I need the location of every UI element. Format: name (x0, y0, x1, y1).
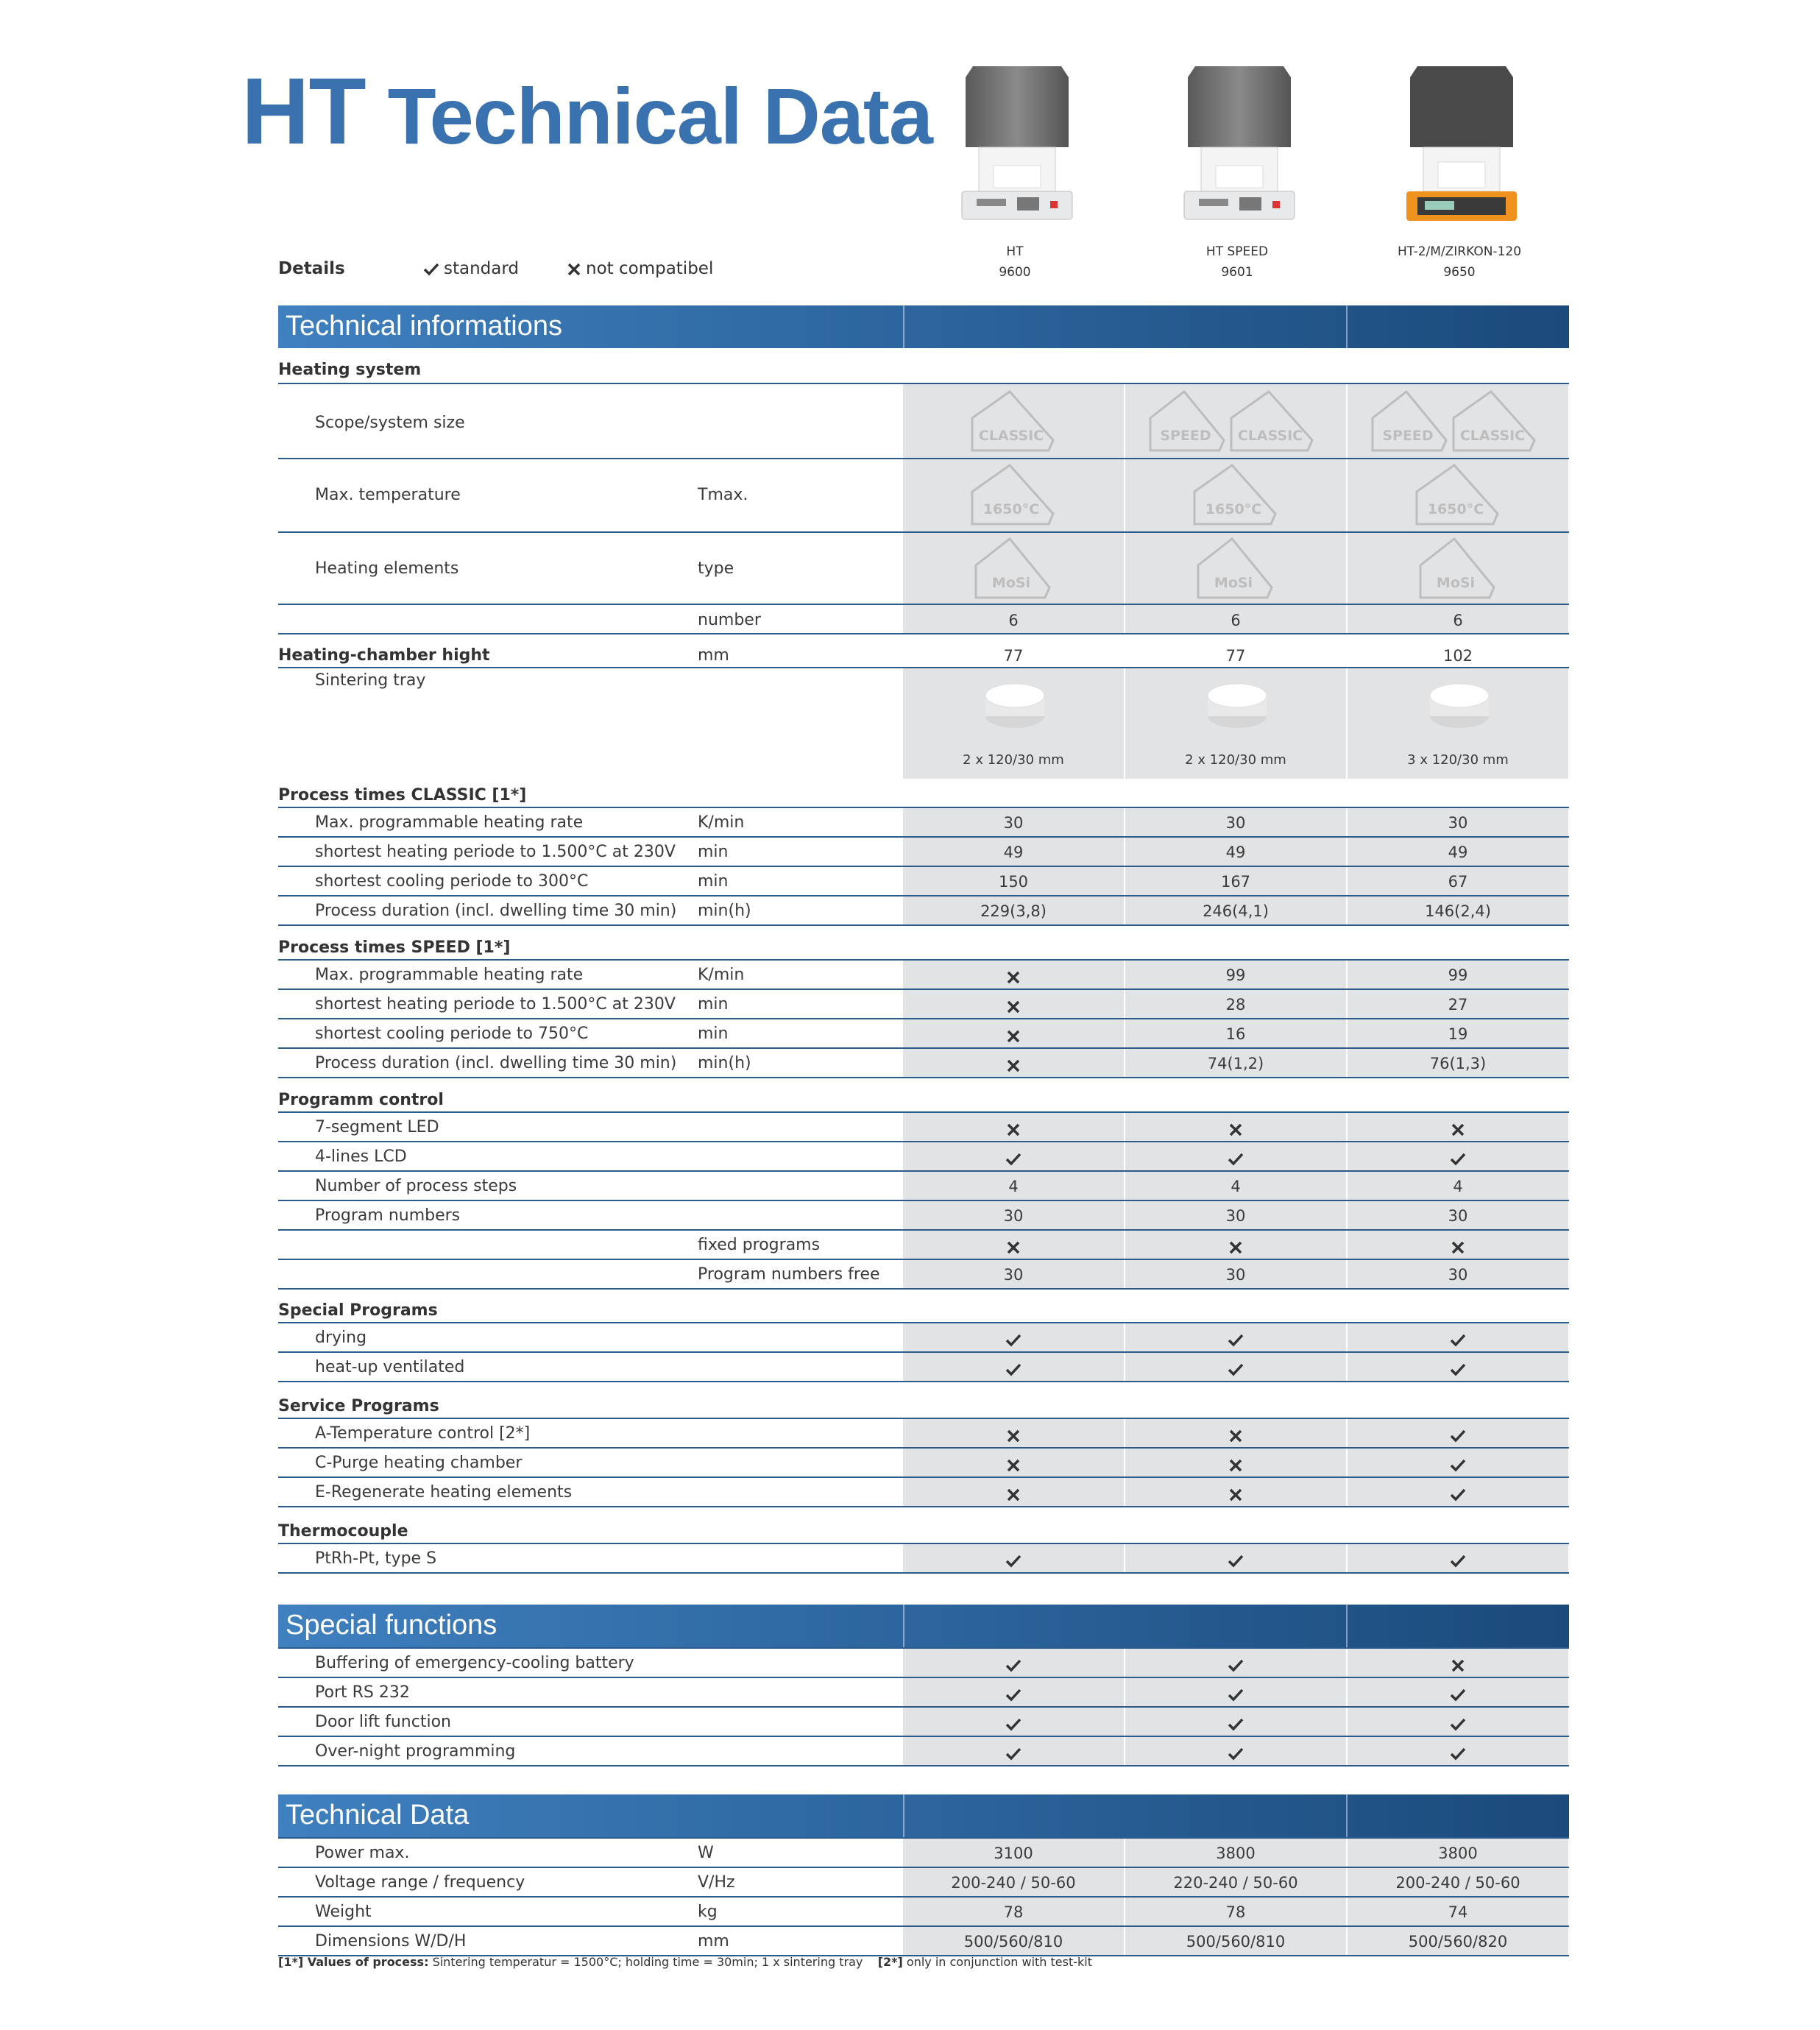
row-divider (278, 959, 1569, 961)
badge-mosi (973, 536, 1054, 605)
row-label: shortest heating periode to 1.500°C at 230V (315, 843, 676, 861)
cross-icon (1451, 1658, 1465, 1673)
row-divider (278, 1706, 1569, 1708)
standard-cell (1348, 1717, 1568, 1736)
svg-text:MoSi: MoSi (991, 575, 1031, 591)
badge-speed (1370, 389, 1451, 458)
row-unit: W (698, 1844, 714, 1862)
not-compatible-cell (903, 1429, 1124, 1448)
cross-icon (1006, 1240, 1021, 1255)
value-cell: 27 (1448, 996, 1468, 1014)
svg-text:1650°C: 1650°C (1427, 501, 1484, 517)
row-label: Max. programmable heating rate (315, 966, 584, 984)
row-label: Port RS 232 (315, 1683, 410, 1702)
standard-cell (1348, 1747, 1568, 1766)
check-icon (1450, 1488, 1466, 1502)
not-compatible-cell (1348, 1122, 1568, 1142)
standard-cell (903, 1333, 1124, 1352)
value-cell: 78 (1003, 1903, 1024, 1921)
svg-text:CLASSIC: CLASSIC (1237, 428, 1303, 444)
value-cell: 49 (1448, 844, 1468, 861)
tray-value: 3 x 120/30 mm (1407, 752, 1509, 768)
standard-cell (1348, 1152, 1568, 1171)
row-divider (278, 1047, 1569, 1049)
value-cell: 67 (1448, 873, 1468, 891)
standard-cell (903, 1747, 1124, 1766)
value-cell: 500/560/820 (1408, 1933, 1508, 1951)
standard-cell (1125, 1658, 1346, 1677)
band-separator (903, 1794, 904, 1837)
standard-cell (903, 1658, 1124, 1677)
row-divider (278, 1925, 1569, 1927)
cross-icon (1451, 1122, 1465, 1137)
value-cell: 77 (1225, 647, 1246, 665)
standard-cell (1348, 1333, 1568, 1352)
row-unit: min(h) (698, 1054, 751, 1072)
row-divider (278, 836, 1569, 838)
row-label: Voltage range / frequency (315, 1873, 525, 1892)
product-label-ht: HT 9600 (999, 244, 1031, 280)
value-cell: 150 (998, 873, 1029, 891)
svg-text:1650°C: 1650°C (1205, 501, 1262, 517)
not-compatible-cell (1125, 1488, 1346, 1507)
value-cell: 99 (1225, 966, 1246, 984)
check-icon (1450, 1362, 1466, 1377)
row-unit: min (698, 995, 729, 1014)
not-compatible-cell (1348, 1658, 1568, 1677)
value-cell: 500/560/810 (1186, 1933, 1286, 1951)
standard-cell (903, 1554, 1124, 1573)
check-icon (1450, 1717, 1466, 1732)
value-cell: 200-240 / 50-60 (951, 1874, 1076, 1892)
check-icon (1450, 1152, 1466, 1167)
row-unit: min (698, 1025, 729, 1043)
chamber-unit: mm (698, 646, 729, 665)
row-label: PtRh-Pt, type S (315, 1549, 437, 1568)
svg-text:MoSi: MoSi (1214, 575, 1253, 591)
row-label: 4-lines LCD (315, 1147, 407, 1166)
row-divider (278, 1447, 1569, 1449)
row-label: shortest heating periode to 1.500°C at 230V (315, 995, 676, 1014)
cross-icon (1451, 1240, 1465, 1255)
band-separator (1346, 1605, 1348, 1647)
standard-cell (1125, 1688, 1346, 1707)
value-cell: 30 (1225, 1266, 1246, 1284)
value-cell: 6 (1453, 612, 1463, 629)
check-icon (1005, 1688, 1021, 1702)
check-icon (1228, 1658, 1244, 1673)
svg-text:SPEED: SPEED (1382, 428, 1434, 444)
value-cell: 200-240 / 50-60 (1395, 1874, 1520, 1892)
not-compatible-cell (903, 1029, 1124, 1048)
row-divider (278, 989, 1569, 990)
check-icon (1005, 1333, 1021, 1348)
value-cell: 167 (1220, 873, 1251, 891)
row-divider (278, 1867, 1569, 1868)
sintering-tray-image (984, 681, 1046, 735)
value-cell: 146(2,4) (1425, 902, 1491, 920)
row-label: shortest cooling periode to 300°C (315, 872, 589, 891)
row-divider (278, 1765, 1569, 1766)
chamber-label: Heating-chamber hight (278, 646, 490, 665)
row-label: Over-night programming (315, 1742, 516, 1761)
elements-unit: type (698, 559, 734, 578)
row-divider (278, 458, 1569, 459)
value-cell: 30 (1225, 814, 1246, 832)
cross-icon (1228, 1429, 1243, 1443)
row-label: shortest cooling periode to 750°C (315, 1025, 589, 1043)
standard-cell (1125, 1362, 1346, 1382)
cross-icon (1006, 1000, 1021, 1014)
section-header (278, 1605, 1569, 1647)
product-label-ht2: HT-2/M/ZIRKON-120 9650 (1397, 244, 1522, 280)
row-divider (278, 866, 1569, 867)
value-cell: 30 (1003, 1207, 1024, 1225)
number-unit: number (698, 611, 761, 629)
not-compatible-cell (903, 1000, 1124, 1019)
row-divider (278, 1543, 1569, 1544)
band-separator (903, 305, 904, 348)
not-compatible-cell (903, 1058, 1124, 1078)
row-unit: mm (698, 1932, 729, 1951)
row-divider (278, 1736, 1569, 1737)
row-divider (278, 1018, 1569, 1019)
not-compatible-cell (1125, 1240, 1346, 1259)
svg-text:CLASSIC: CLASSIC (978, 428, 1044, 444)
row-divider (278, 1677, 1569, 1678)
standard-cell (1348, 1488, 1568, 1507)
value-cell: 78 (1225, 1903, 1246, 1921)
row-divider (278, 807, 1569, 808)
not-compatible-cell (903, 1458, 1124, 1477)
value-cell: 76(1,3) (1429, 1055, 1487, 1072)
check-icon (1228, 1362, 1244, 1377)
section-header (278, 1794, 1569, 1837)
standard-cell (1125, 1747, 1346, 1766)
row-divider (278, 1077, 1569, 1078)
value-cell: 16 (1225, 1025, 1246, 1043)
check-icon (1228, 1688, 1244, 1702)
row-label: Program numbers (315, 1206, 461, 1225)
row-unit: K/min (698, 966, 745, 984)
check-icon (1005, 1717, 1021, 1732)
sintering-tray-image (1428, 681, 1490, 735)
badge-1650c (969, 462, 1058, 531)
badge-classic (969, 389, 1058, 458)
check-icon (1450, 1688, 1466, 1702)
badge-speed (1147, 389, 1228, 458)
value-cell: 4 (1453, 1178, 1463, 1195)
standard-cell (903, 1688, 1124, 1707)
value-cell: 74(1,2) (1207, 1055, 1264, 1072)
maxtemp-unit: Tmax. (698, 486, 748, 504)
not-compatible-cell (903, 1240, 1124, 1259)
row-unit: Program numbers free (698, 1265, 880, 1284)
check-icon (1450, 1458, 1466, 1473)
row-divider (278, 1229, 1569, 1231)
cross-icon (1228, 1458, 1243, 1473)
row-unit: fixed programs (698, 1236, 821, 1254)
row-label: Buffering of emergency-cooling battery (315, 1654, 634, 1672)
cross-icon (1006, 1058, 1021, 1073)
row-divider (278, 633, 1569, 634)
not-compatible-cell (903, 970, 1124, 989)
row-unit: kg (698, 1903, 718, 1921)
row-unit: min (698, 843, 729, 861)
standard-cell (1348, 1458, 1568, 1477)
check-icon (1228, 1554, 1244, 1569)
maxtemp-label: Max. temperature (315, 486, 461, 504)
cross-icon (1006, 1029, 1021, 1044)
cross-icon (1228, 1240, 1243, 1255)
row-label: E-Regenerate heating elements (315, 1483, 573, 1502)
row-divider (278, 383, 1569, 384)
row-label: drying (315, 1329, 367, 1347)
cross-icon (1228, 1488, 1243, 1502)
row-divider (278, 1200, 1569, 1201)
tray-value: 2 x 120/30 mm (1185, 752, 1286, 768)
not-compatible-cell (1125, 1429, 1346, 1448)
cross-icon (1228, 1122, 1243, 1137)
scope-label: Scope/system size (315, 414, 465, 432)
group-title: Process times SPEED [1*] (278, 938, 511, 957)
standard-cell (1348, 1688, 1568, 1707)
row-label: 7-segment LED (315, 1118, 439, 1136)
group-title: Programm control (278, 1091, 444, 1109)
check-icon (1228, 1333, 1244, 1348)
cross-icon (1006, 970, 1021, 985)
check-icon (1228, 1747, 1244, 1761)
standard-cell (1125, 1152, 1346, 1171)
band-separator (1346, 1794, 1348, 1837)
row-divider (278, 1288, 1569, 1290)
row-divider (278, 1381, 1569, 1382)
value-cell: 6 (1231, 612, 1241, 629)
standard-cell (1348, 1362, 1568, 1382)
check-icon (1005, 1362, 1021, 1377)
badge-1650c (1192, 462, 1280, 531)
tray-label: Sintering tray (315, 671, 426, 690)
row-unit: K/min (698, 813, 745, 832)
value-cell: 229(3,8) (980, 902, 1047, 920)
row-label: Process duration (incl. dwelling time 30 min) (315, 1054, 677, 1072)
section-title: Technical Data (286, 1800, 470, 1831)
value-cell: 3100 (994, 1845, 1033, 1862)
row-unit: min(h) (698, 902, 751, 920)
not-compatible-cell (1125, 1122, 1346, 1142)
value-cell: 220-240 / 50-60 (1173, 1874, 1298, 1892)
footnotes: [1*] Values of process: Sintering temperatur = 1500°C; holding time = 30min; 1 x sintering tray [2*] only in conjunction with test-kit (278, 1955, 1093, 1969)
row-unit: V/Hz (698, 1873, 735, 1892)
row-label: A-Temperature control [2*] (315, 1424, 531, 1443)
group-title: Thermocouple (278, 1522, 408, 1541)
value-cell: 30 (1448, 1266, 1468, 1284)
value-cell: 99 (1448, 966, 1468, 984)
row-divider (278, 1418, 1569, 1419)
standard-cell (1348, 1554, 1568, 1573)
cross-icon (1006, 1122, 1021, 1137)
check-icon (1005, 1658, 1021, 1673)
standard-cell (903, 1152, 1124, 1171)
svg-text:SPEED: SPEED (1160, 428, 1211, 444)
value-cell: 77 (1003, 647, 1024, 665)
cross-icon (1006, 1488, 1021, 1502)
svg-text:1650°C: 1650°C (982, 501, 1040, 517)
sintering-tray-image (1206, 681, 1268, 735)
check-icon (1450, 1333, 1466, 1348)
row-divider (278, 1351, 1569, 1353)
standard-cell (903, 1362, 1124, 1382)
row-divider (278, 1837, 1569, 1839)
badge-mosi (1417, 536, 1498, 605)
check-icon (1450, 1554, 1466, 1569)
check-icon (1005, 1152, 1021, 1167)
standard-cell (1125, 1333, 1346, 1352)
band-separator (903, 1605, 904, 1647)
elements-label: Heating elements (315, 559, 459, 578)
svg-text:MoSi: MoSi (1436, 575, 1476, 591)
row-label: Weight (315, 1903, 372, 1921)
row-divider (278, 924, 1569, 926)
row-unit: min (698, 872, 729, 891)
row-divider (278, 1141, 1569, 1142)
value-cell: 30 (1225, 1207, 1246, 1225)
value-cell: 30 (1448, 814, 1468, 832)
tray-value: 2 x 120/30 mm (963, 752, 1064, 768)
row-divider (278, 1476, 1569, 1478)
row-divider (278, 1111, 1569, 1113)
section-title: Technical informations (286, 311, 562, 342)
row-label: Process duration (incl. dwelling time 30 min) (315, 902, 677, 920)
group-title: Special Programs (278, 1301, 438, 1320)
row-label: Max. programmable heating rate (315, 813, 584, 832)
check-icon (1005, 1554, 1021, 1569)
not-compatible-cell (903, 1488, 1124, 1507)
row-divider (278, 1170, 1569, 1172)
row-divider (278, 531, 1569, 533)
check-icon (1228, 1152, 1244, 1167)
row-label: Power max. (315, 1844, 410, 1862)
legend-standard: standard (423, 259, 519, 278)
not-compatible-cell (1348, 1240, 1568, 1259)
badge-classic (1228, 389, 1317, 458)
standard-cell (1125, 1717, 1346, 1736)
value-cell: 30 (1003, 1266, 1024, 1284)
row-divider (278, 1322, 1569, 1323)
badge-mosi (1195, 536, 1276, 605)
row-divider (278, 895, 1569, 896)
value-cell: 49 (1225, 844, 1246, 861)
value-cell: 4 (1008, 1178, 1019, 1195)
row-label: heat-up ventilated (315, 1358, 465, 1376)
check-icon (1450, 1429, 1466, 1443)
row-label: C-Purge heating chamber (315, 1454, 523, 1472)
section-title: Special functions (286, 1610, 498, 1641)
check-icon (1005, 1747, 1021, 1761)
standard-cell (903, 1717, 1124, 1736)
group-title: Service Programs (278, 1397, 439, 1415)
value-cell: 102 (1442, 647, 1473, 665)
value-cell: 6 (1008, 612, 1019, 629)
standard-cell (1125, 1554, 1346, 1573)
not-compatible-cell (1125, 1458, 1346, 1477)
badge-classic (1451, 389, 1539, 458)
section-header (278, 305, 1569, 348)
row-divider (278, 1259, 1569, 1260)
product-label-ht-speed: HT SPEED 9601 (1205, 244, 1269, 280)
value-cell: 30 (1003, 814, 1024, 832)
value-cell: 500/560/810 (963, 1933, 1063, 1951)
band-separator (1346, 305, 1348, 348)
group-title: Heating system (278, 361, 422, 379)
cross-icon (1006, 1458, 1021, 1473)
legend-not-compatible: not compatibel (567, 259, 713, 278)
not-compatible-cell (903, 1122, 1124, 1142)
svg-text:CLASSIC: CLASSIC (1459, 428, 1526, 444)
value-cell: 4 (1231, 1178, 1241, 1195)
value-cell: 3800 (1216, 1845, 1256, 1862)
row-label: Door lift function (315, 1713, 451, 1731)
standard-cell (1348, 1429, 1568, 1448)
row-label: Dimensions W/D/H (315, 1932, 467, 1951)
value-cell: 3800 (1438, 1845, 1478, 1862)
check-icon (1228, 1717, 1244, 1732)
value-cell: 74 (1448, 1903, 1468, 1921)
row-label: Number of process steps (315, 1177, 517, 1195)
value-cell: 28 (1225, 996, 1246, 1014)
details-label: Details (278, 259, 345, 278)
cross-icon (1006, 1429, 1021, 1443)
row-divider (278, 1506, 1569, 1507)
value-cell: 246(4,1) (1203, 902, 1269, 920)
row-divider (278, 1647, 1569, 1649)
row-divider (278, 1572, 1569, 1574)
spec-table (278, 0, 1569, 2030)
page-title: HT Technical Data (241, 59, 932, 164)
value-cell: 49 (1003, 844, 1024, 861)
badge-1650c (1414, 462, 1502, 531)
value-cell: 30 (1448, 1207, 1468, 1225)
group-title: Process times CLASSIC [1*] (278, 786, 527, 804)
row-divider (278, 1896, 1569, 1898)
value-cell: 19 (1448, 1025, 1468, 1043)
row-divider (278, 604, 1569, 605)
check-icon (1450, 1747, 1466, 1761)
